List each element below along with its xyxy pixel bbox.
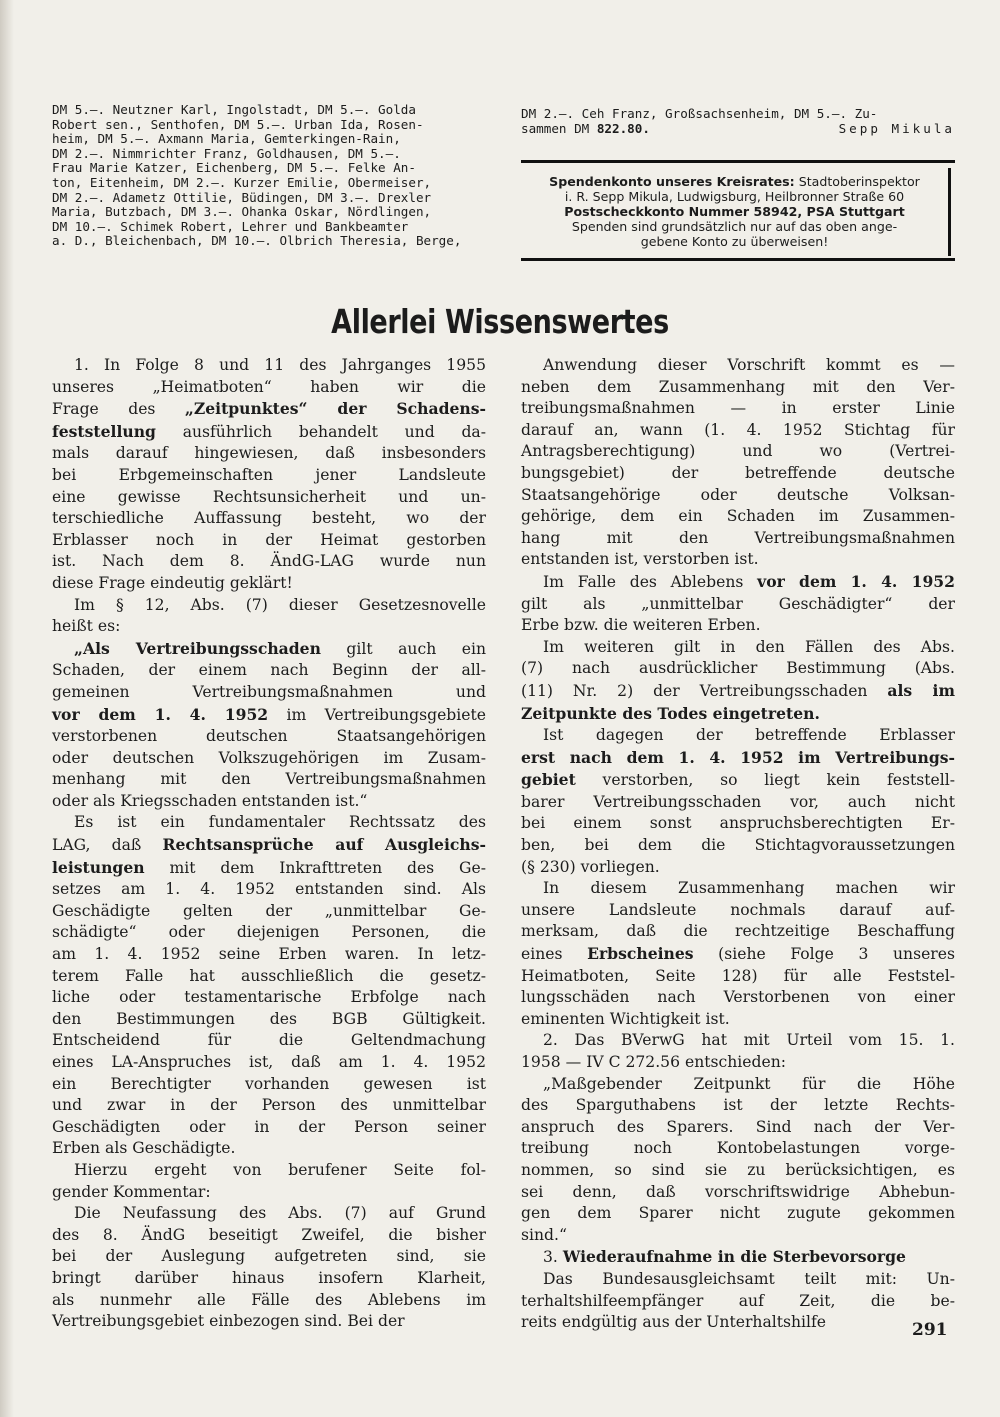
text: sei denn, daß vorschriftswidrige Abhebun-	[521, 1182, 955, 1201]
text: Im Falle des Ablebens	[543, 572, 758, 591]
text: gilt als „unmittelbar Geschädigter“ der	[521, 594, 955, 613]
article-line	[52, 1311, 486, 1333]
text: 1. In Folge 8 und 11 des Jahrganges 1955	[74, 356, 486, 374]
article-line	[52, 551, 486, 573]
text: oder deutschen Volkszugehörigen im Zusam-	[52, 748, 486, 767]
text: des Sparguthabens ist der letzte Rechts-	[521, 1096, 955, 1115]
donor-total-prefix: sammen DM	[521, 121, 597, 136]
text: unsere Landsleute nochmals darauf auf-	[521, 900, 955, 919]
text: Vertreibungsgebiet einbezogen sind. Bei der	[52, 1312, 405, 1331]
article-line	[521, 1269, 955, 1291]
article-line	[521, 485, 955, 507]
article-line	[521, 615, 955, 637]
text: bringt darüber hinaus insofern Klarheit,	[52, 1268, 486, 1287]
text: liche oder testamentarische Erbfolge nach	[52, 988, 486, 1007]
text: Frage des	[52, 400, 185, 419]
article-line	[521, 1117, 955, 1139]
article-line	[521, 658, 955, 680]
donor-list-continuation	[521, 106, 955, 136]
text: 3.	[543, 1248, 563, 1267]
article-line	[521, 355, 955, 377]
text: barer Vertreibungsschaden vor, auch nicht	[521, 792, 955, 811]
box-bottom-rule	[521, 258, 955, 261]
article-line	[521, 966, 955, 988]
donor-line: Robert sen., Senthofen, DM 5.—. Urban Ida, Rosen-	[52, 117, 424, 132]
text: Staatsangehörige oder deutsche Volksan-	[521, 485, 955, 504]
text: Die Neufassung des Abs. (7) auf Grund	[74, 1204, 486, 1223]
article-line	[521, 637, 955, 659]
text: Schaden, der einem nach Beginn der all-	[52, 661, 486, 680]
text: (§ 230) vorliegen.	[521, 857, 660, 876]
text: neben dem Zusammenhang mit den Ver-	[521, 377, 955, 396]
article-line	[52, 1030, 486, 1052]
article-line	[52, 879, 486, 901]
donor-total-row	[521, 121, 955, 136]
text: gehörige, dem ein Schaden im Zusammen-	[521, 507, 955, 526]
article-line	[52, 377, 486, 399]
text: Entscheidend für die Geltendmachung	[52, 1031, 486, 1050]
article-line	[521, 528, 955, 550]
box-line: i. R. Sepp Mikula, Ludwigsburg, Heilbronner Straße 60	[564, 189, 905, 204]
article-right-column	[521, 355, 955, 1334]
article-line	[521, 1095, 955, 1117]
article-line	[52, 1074, 486, 1096]
article-line	[521, 1160, 955, 1182]
text: gender Kommentar:	[52, 1182, 211, 1201]
donor-line: a. D., Bleichenbach, DM 10.—. Olbrich Theresia, Berge,	[52, 234, 462, 249]
bold-text: gebiet	[521, 770, 576, 790]
text: ist. Nach dem 8. ÄndG-LAG wurde nun	[52, 552, 486, 571]
text: LAG, daß	[52, 836, 163, 855]
article-line	[52, 421, 486, 444]
article-line	[521, 549, 955, 571]
page-number: 291	[912, 1320, 948, 1340]
text: menhang mit den Vertreibungsmaßnahmen	[52, 770, 486, 789]
donor-line: DM 5.—. Neutzner Karl, Ingolstadt, DM 5.—. Golda	[52, 103, 416, 117]
article-line	[521, 1138, 955, 1160]
donor-line: DM 10.—. Schimek Robert, Lehrer und Bankbeamter	[52, 219, 409, 234]
donor-line: Frau Marie Katzer, Eichenberg, DM 5.—. Felke An-	[52, 161, 416, 176]
article-line	[52, 530, 486, 552]
article-line	[52, 1095, 486, 1117]
article-line	[52, 812, 486, 834]
box-line-account: Postscheckkonto Nummer 58942, PSA Stuttgart	[564, 204, 905, 219]
donor-line: DM 2.—. Nimmrichter Franz, Goldhausen, DM 5.—.	[52, 146, 401, 161]
text: Im weiteren gilt in den Fällen des Abs.	[543, 637, 955, 656]
article-line	[521, 1203, 955, 1225]
text: gilt auch ein	[320, 639, 486, 658]
article-line	[521, 725, 955, 747]
text: Erblasser noch in der Heimat gestorben	[52, 530, 486, 549]
article-line	[52, 1117, 486, 1139]
text: Im § 12, Abs. (7) dieser Gesetzesnovelle	[74, 595, 486, 614]
article-line	[52, 944, 486, 966]
text: nommen, so sind sie zu berücksichtigen, es	[521, 1160, 955, 1179]
article-line	[521, 792, 955, 814]
text: und zwar in der Person des unmittelbar	[52, 1096, 486, 1115]
text: 2. Das BVerwG hat mit Urteil vom 15. 1.	[543, 1031, 955, 1050]
text: Geschädigten oder in der Person seiner	[52, 1117, 486, 1136]
text: Geschädigte gelten der „unmittelbar Ge-	[52, 901, 486, 920]
article-line	[521, 747, 955, 770]
article-line	[521, 398, 955, 420]
article-left-column	[52, 355, 486, 1333]
donor-line: heim, DM 5.—. Axmann Maria, Gemterkingen-Rain,	[52, 132, 401, 147]
article-line	[521, 680, 955, 703]
article-line	[521, 769, 955, 792]
article-line	[52, 791, 486, 813]
text: eminenten Wichtigkeit ist.	[521, 1009, 730, 1028]
article-line	[52, 987, 486, 1009]
article-line	[521, 420, 955, 442]
article-line	[52, 1160, 486, 1182]
article-line	[52, 398, 486, 421]
bold-text: als im	[887, 680, 955, 700]
bold-text: Zeitpunkte des Todes eingetreten.	[521, 703, 820, 723]
article-line	[521, 813, 955, 835]
article-line	[521, 921, 955, 943]
article-line	[52, 1268, 486, 1290]
text: In diesem Zusammenhang machen wir	[543, 879, 955, 898]
donation-account-box	[521, 168, 951, 256]
text: (11) Nr. 2) der Vertreibungsschaden	[521, 681, 888, 700]
text: Das Bundesausgleichsamt teilt mit: Un-	[543, 1269, 955, 1288]
text: Ist dagegen der betreffende Erblasser	[543, 726, 955, 745]
article-line	[521, 1291, 955, 1313]
donor-line: DM 2.—. Adametz Ottilie, Büdingen, DM 3.—. Drexler	[52, 190, 432, 205]
bold-text: feststellung	[52, 421, 156, 441]
article-line	[52, 748, 486, 770]
text: 1958 — IV C 272.56 entschieden:	[521, 1053, 787, 1071]
donor-line: ton, Eitenheim, DM 2.—. Kurzer Emilie, Obermeiser,	[52, 175, 432, 190]
text: hang mit den Vertreibungsmaßnahmen	[521, 528, 955, 547]
article-line	[521, 703, 955, 726]
article-line	[521, 1246, 955, 1269]
text: schädigte“ oder diejenigen Personen, die	[52, 923, 486, 942]
text: bei Erbgemeinschaften jener Landsleute	[52, 465, 486, 484]
text: Anwendung dieser Vorschrift kommt es —	[543, 356, 955, 374]
text: lungsschäden nach Verstorbenen von einer	[521, 988, 955, 1007]
page-edge-shadow	[0, 0, 14, 1417]
article-line	[52, 355, 486, 377]
text: eine gewisse Rechtsunsicherheit und un-	[52, 487, 486, 506]
box-line: Spenden sind grundsätzlich nur auf das oben ange-	[571, 219, 898, 234]
text: treibung noch Kontobelastungen vorge-	[521, 1139, 955, 1158]
donor-total	[521, 121, 650, 136]
article-line	[52, 966, 486, 988]
text: ein Berechtigter vorhanden gewesen ist	[52, 1074, 486, 1093]
text: gemeinen Vertreibungsmaßnahmen und	[52, 682, 486, 701]
article-line	[521, 1052, 955, 1074]
text: terem Falle hat ausschließlich die gesetz-	[52, 966, 486, 985]
text: diese Frage eindeutig geklärt!	[52, 573, 293, 592]
article-line	[521, 878, 955, 900]
box-line-text: Stadtoberinspektor	[794, 174, 920, 189]
text: unseres „Heimatboten“ haben wir die	[52, 377, 486, 396]
donor-line: Maria, Butzbach, DM 3.—. Ohanka Oskar, Nördlingen,	[52, 205, 432, 220]
text: ben, bei dem die Stichtagvoraussetzungen	[521, 836, 955, 855]
article-line	[521, 1312, 955, 1334]
text: mit dem Inkrafttreten des Ge-	[144, 858, 486, 877]
text: darauf an, wann (1. 4. 1952 Stichtag für	[521, 420, 955, 439]
text: (7) nach ausdrücklicher Bestimmung (Abs.	[521, 659, 955, 678]
box-line: gebene Konto zu überweisen!	[640, 234, 829, 249]
article-line	[52, 1009, 486, 1031]
bold-text: vor dem 1. 4. 1952	[757, 571, 955, 591]
article-title: Allerlei Wissenswertes	[331, 302, 669, 341]
text: merksam, daß die rechtzeitige Beschaffung	[521, 922, 955, 941]
text: anspruch des Sparers. Sind nach der Ver-	[521, 1117, 955, 1136]
text: sind.“	[521, 1225, 567, 1244]
article-line	[52, 573, 486, 595]
article-line	[521, 594, 955, 616]
text: des 8. ÄndG beseitigt Zweifel, die bisher	[52, 1225, 486, 1244]
article-line	[52, 922, 486, 944]
article-line	[52, 595, 486, 617]
text: eines	[521, 945, 588, 964]
article-line	[52, 508, 486, 530]
text: heißt es:	[52, 617, 121, 636]
text: verstorbenen deutschen Staatsangehörigen	[52, 727, 486, 746]
text: Erben als Geschädigte.	[52, 1139, 236, 1158]
bold-text: erst nach dem 1. 4. 1952 im Vertreibungs-	[521, 747, 955, 767]
bold-text: Erbscheines	[587, 944, 694, 964]
article-line	[52, 682, 486, 704]
article-line	[521, 857, 955, 879]
article-line	[52, 616, 486, 638]
text: bei der Auslegung aufgetreten sind, sie	[52, 1247, 486, 1266]
text: „Maßgebender Zeitpunkt für die Höhe	[543, 1074, 955, 1093]
donor-line-text: DM 2.—. Ceh Franz, Großsachsenheim, DM 5.—. Zu-	[521, 106, 878, 121]
article-line	[521, 571, 955, 594]
text: terschiedliche Auffassung besteht, wo der	[52, 509, 486, 528]
article-line	[521, 835, 955, 857]
article-line	[521, 463, 955, 485]
article-line	[52, 443, 486, 465]
article-line	[52, 1203, 486, 1225]
text: entstanden ist, verstorben ist.	[521, 550, 759, 569]
text: terhaltshilfeempfänger auf Zeit, die be-	[521, 1291, 955, 1310]
text: bei einem sonst anspruchsberechtigten Er-	[521, 814, 955, 833]
article-line	[52, 726, 486, 748]
article-line	[52, 769, 486, 791]
article-line	[52, 834, 486, 857]
text: als nunmehr alle Fälle des Ablebens im	[52, 1290, 486, 1309]
article-line	[521, 1074, 955, 1096]
bold-text: „Als Vertreibungsschaden	[74, 638, 321, 658]
article-line	[521, 441, 955, 463]
article-line	[52, 1182, 486, 1204]
text: treibungsmaßnahmen — in erster Linie	[521, 399, 955, 418]
article-line	[52, 704, 486, 727]
article-line	[521, 1009, 955, 1031]
article-line	[52, 1052, 486, 1074]
text: Es ist ein fundamentaler Rechtssatz des	[74, 813, 486, 832]
bold-text: vor dem 1. 4. 1952	[52, 704, 269, 724]
text: verstorben, so liegt kein feststell-	[575, 771, 955, 790]
text: eines LA-Anspruches ist, daß am 1. 4. 1952	[52, 1053, 486, 1071]
box-top-rule	[521, 160, 955, 163]
box-line	[521, 174, 948, 189]
article-line	[52, 487, 486, 509]
article-line	[521, 1182, 955, 1204]
article-line	[521, 1030, 955, 1052]
text: oder als Kriegsschaden entstanden ist.“	[52, 791, 368, 810]
article-line	[521, 1225, 955, 1247]
text: im Vertreibungsgebiete	[268, 705, 486, 724]
article-line	[52, 1246, 486, 1268]
article-line	[521, 900, 955, 922]
text: am 1. 4. 1952 seine Erben waren. In letz-	[52, 945, 486, 964]
article-line	[521, 377, 955, 399]
article-line	[52, 901, 486, 923]
text: setzes am 1. 4. 1952 entstanden sind. Als	[52, 880, 486, 899]
text: Hierzu ergeht von berufener Seite fol-	[74, 1160, 486, 1179]
article-line	[521, 987, 955, 1009]
article-line	[52, 857, 486, 880]
box-line-bold: Spendenkonto unseres Kreisrates:	[549, 174, 795, 189]
text: Erbe bzw. die weiteren Erben.	[521, 616, 761, 635]
bold-text: leistungen	[52, 857, 145, 877]
article-line	[52, 638, 486, 661]
donor-total-amount: 822.80.	[596, 121, 650, 136]
text: reits endgültig aus der Unterhaltshilfe	[521, 1313, 827, 1332]
donor-list	[52, 103, 486, 249]
article-line	[52, 660, 486, 682]
article-line	[521, 943, 955, 966]
text: Antragsberechtigung) und wo (Vertrei-	[521, 442, 955, 461]
text: Heimatboten, Seite 128) für alle Feststel-	[521, 966, 955, 985]
article-line	[52, 465, 486, 487]
article-line	[52, 1138, 486, 1160]
donor-line	[521, 106, 955, 121]
article-line	[52, 1290, 486, 1312]
bold-text: Rechtsansprüche auf Ausgleichs-	[162, 835, 486, 855]
text: den Bestimmungen des BGB Gültigkeit.	[52, 1009, 486, 1028]
article-line	[521, 506, 955, 528]
text: bungsgebiet) der betreffende deutsche	[521, 463, 955, 482]
bold-text: Wiederaufnahme in die Sterbevorsorge	[562, 1247, 906, 1267]
text: gen dem Sparer nicht zugute gekommen	[521, 1204, 955, 1223]
article-line	[52, 1225, 486, 1247]
bold-text: „Zeitpunktes“ der Schadens-	[184, 399, 486, 419]
signature: Sepp Mikula	[838, 121, 955, 136]
text: mals darauf hingewiesen, daß insbesonders	[52, 444, 486, 463]
text: (siehe Folge 3 unseres	[693, 945, 955, 964]
text: ausführlich behandelt und da-	[155, 422, 486, 441]
